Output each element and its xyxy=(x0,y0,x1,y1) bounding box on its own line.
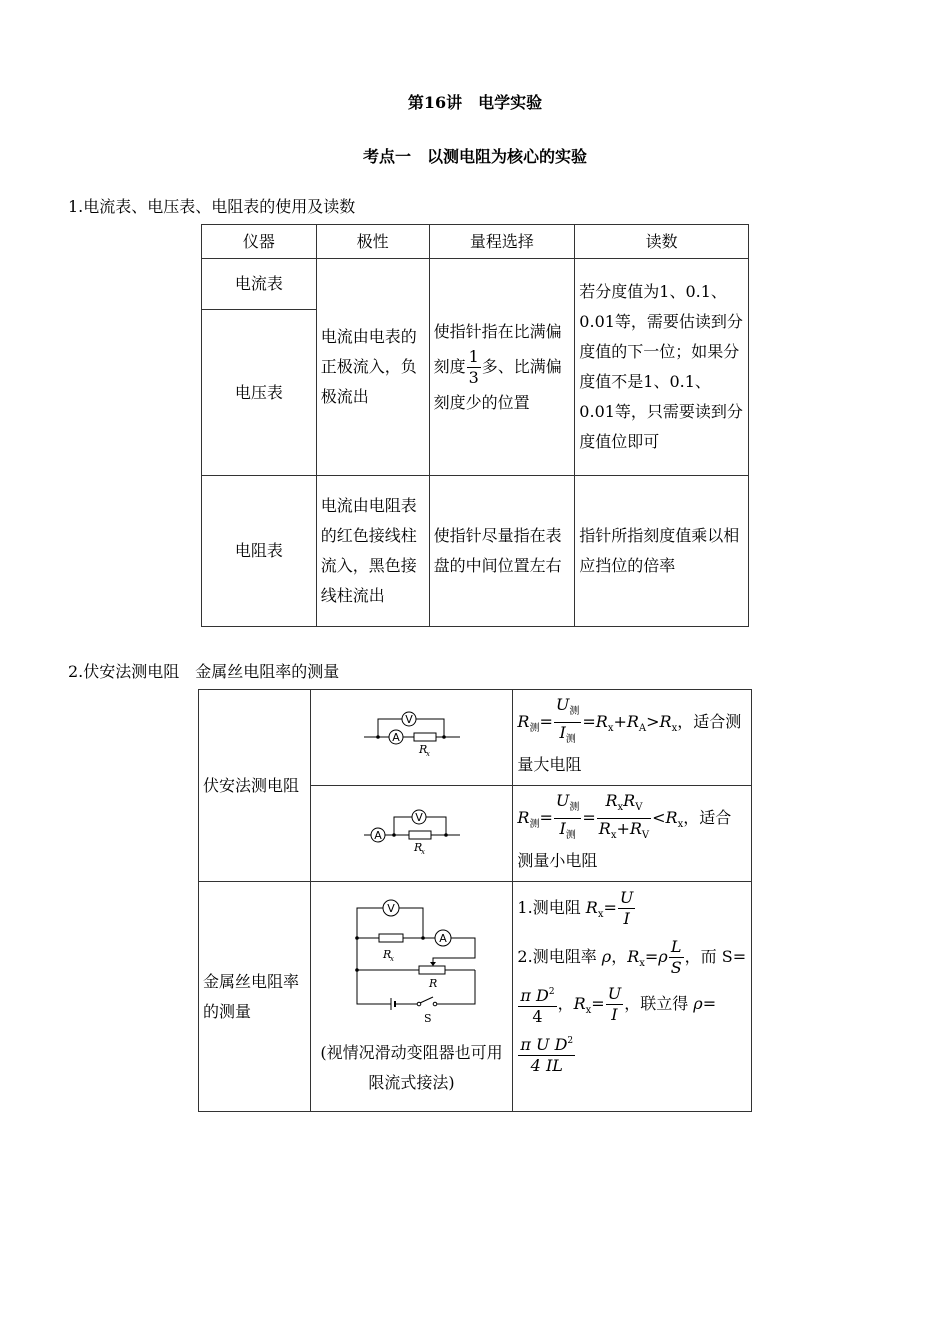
cell-reading-meter: 若分度值为1、0.1、0.01等，需要估读到分度值的下一位；如果分度值不是1、0.1、0.01等，只需要读到分度值位即可 xyxy=(575,259,749,476)
section-subtitle: 考点一 以测电阻为核心的实验 xyxy=(362,147,587,166)
cell-voltmeter: 电压表 xyxy=(202,310,317,476)
cell-ohmmeter: 电阻表 xyxy=(202,476,317,627)
svg-text:R: R xyxy=(428,977,437,990)
header-reading: 读数 xyxy=(575,225,749,259)
svg-text:V: V xyxy=(386,902,395,915)
metal-line4: $\frac{\pi U D^2}{4 IL}$ xyxy=(517,1031,747,1076)
metal-line3: $\frac{\pi D^2}{4}$ ，$R_x=$ $\frac{U}{I}$ ，联立得 ρ= xyxy=(520,984,717,1026)
table-header-row xyxy=(202,225,749,259)
cell-metal-label: 金属丝电阻率的测量 xyxy=(199,882,311,1112)
cell-range-ohm: 使指针尽量指在表盘的中间位置左右 xyxy=(429,476,575,627)
header-polarity: 极性 xyxy=(316,225,429,259)
svg-text:x: x xyxy=(420,847,425,856)
internal-circuit-cell xyxy=(310,690,513,786)
internal-formula: $R_测=$ $\frac{U_测}{I_测}$ $=R_x+R_A>R_x$，适合测量大电阻 xyxy=(513,690,752,786)
table-row xyxy=(202,259,749,310)
svg-text:x: x xyxy=(389,955,394,963)
measurement-table xyxy=(198,689,752,1112)
page-title: 第16讲 电学实验 xyxy=(407,93,543,112)
cell-polarity-meter: 电流由电表的正极流入，负极流出 xyxy=(316,259,429,476)
svg-text:V: V xyxy=(414,810,423,824)
cell-ammeter: 电流表 xyxy=(202,259,317,310)
svg-text:R: R xyxy=(382,948,391,961)
svg-text:S: S xyxy=(423,1012,432,1025)
resistor-rx xyxy=(409,831,431,839)
svg-text:A: A xyxy=(391,730,400,744)
table-row xyxy=(199,882,752,1112)
metal-line2: 2.测电阻率 ρ，$R_x=\rho$ $\frac{L}{S}$ ，而 S= xyxy=(517,937,747,977)
svg-text:R: R xyxy=(418,742,427,756)
cell-range-meter xyxy=(429,259,575,476)
svg-text:V: V xyxy=(404,712,413,726)
cell-voltammetry-label: 伏安法测电阻 xyxy=(199,690,311,882)
rheostat-note: (视情况滑动变阻器也可用限流式接法) xyxy=(320,1043,503,1092)
range-text-b: 多、比满偏刻度少的位置 xyxy=(433,356,562,412)
svg-text:x: x xyxy=(425,749,430,758)
resistor-rx xyxy=(379,934,403,942)
svg-text:R: R xyxy=(413,840,422,854)
one-third-fraction: $\frac{1}{3}$ xyxy=(468,346,479,387)
meter-table xyxy=(201,224,749,627)
metal-line1: 1.测电阻 $R_x=$ $\frac{U}{I}$ xyxy=(517,888,634,928)
metal-resistivity-diagram xyxy=(347,898,477,1028)
metal-formula xyxy=(513,882,752,1112)
header-range: 量程选择 xyxy=(429,225,575,259)
header-instrument: 仪器 xyxy=(202,225,317,259)
external-circuit-cell xyxy=(310,786,513,882)
section2-heading: 2.伏安法测电阻 金属丝电阻率的测量 xyxy=(68,662,340,681)
table-row xyxy=(202,476,749,627)
metal-circuit-cell xyxy=(310,882,513,1112)
resistor-rx xyxy=(414,733,436,741)
table-row xyxy=(199,690,752,786)
svg-text:A: A xyxy=(438,932,447,945)
cell-polarity-ohm: 电流由电阻表的红色接线柱流入，黑色接线柱流出 xyxy=(316,476,429,627)
external-connection-diagram xyxy=(362,801,462,857)
cell-reading-ohm: 指针所指刻度值乘以相应挡位的倍率 xyxy=(575,476,749,627)
section1-heading: 1.电流表、电压表、电阻表的使用及读数 xyxy=(68,197,356,216)
switch-symbol xyxy=(420,997,433,1003)
rheostat xyxy=(419,966,445,974)
svg-text:A: A xyxy=(373,828,382,842)
internal-connection-diagram xyxy=(362,707,462,759)
range-text-a: 使指针指在比满偏刻度 xyxy=(433,321,562,376)
external-formula: $R_测=$ $\frac{U_测}{I_测}$ = $\frac{R_xR_V}{R_x+R_V}$ $<R_x$，适合测量小电阻 xyxy=(513,786,752,882)
